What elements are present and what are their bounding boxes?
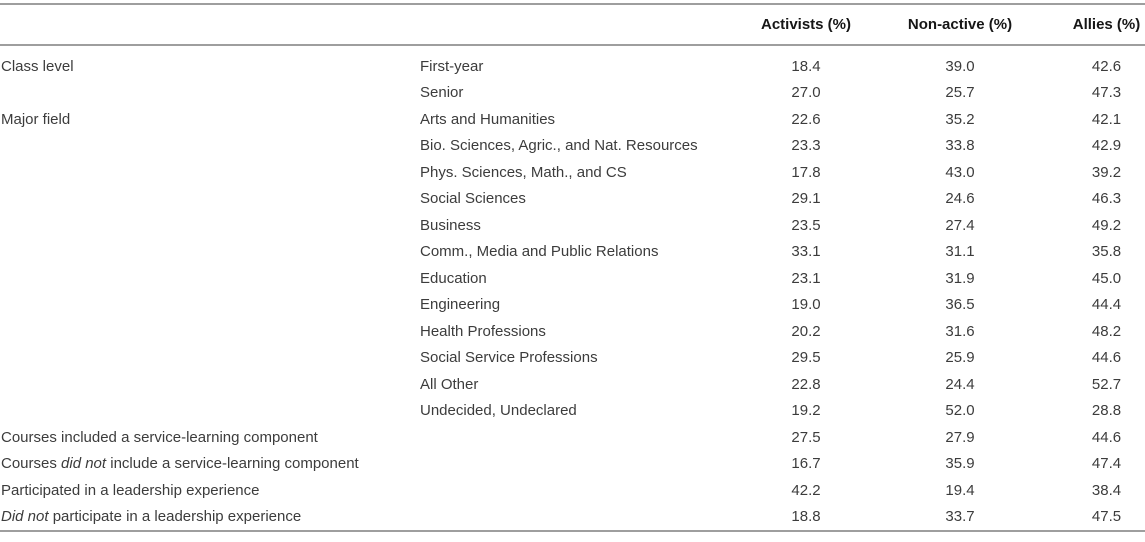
text-segment: Courses included a service-learning component xyxy=(1,428,318,446)
text-segment: Health Professions xyxy=(420,322,546,340)
column-header-allies: Allies (%) xyxy=(1072,16,1141,33)
table-row xyxy=(0,451,1145,478)
row-group-label xyxy=(0,482,420,499)
value-allies: 44.6 xyxy=(1091,349,1122,367)
value-nonactive: 31.9 xyxy=(945,269,975,287)
text-segment: include a service-learning component xyxy=(106,455,359,473)
row-group-label xyxy=(0,508,420,525)
table-row xyxy=(0,424,1145,451)
text-segment: All Other xyxy=(420,375,479,393)
table-bottom-rule xyxy=(0,530,1145,532)
value-activists: 18.8 xyxy=(791,508,821,526)
table-row xyxy=(0,212,1145,239)
table-row xyxy=(0,186,1145,213)
value-activists: 23.1 xyxy=(791,269,821,287)
table-row xyxy=(0,504,1145,531)
text-segment: First-year xyxy=(420,57,484,75)
value-nonactive: 19.4 xyxy=(945,481,975,499)
column-header-activists: Activists (%) xyxy=(760,16,852,33)
table-row xyxy=(0,159,1145,186)
row-subcategory-label xyxy=(420,217,726,234)
value-activists: 22.6 xyxy=(791,110,821,128)
row-subcategory-label xyxy=(420,349,726,366)
value-nonactive: 25.7 xyxy=(945,84,975,102)
value-nonactive: 27.9 xyxy=(945,428,975,446)
row-subcategory-label xyxy=(420,137,726,154)
text-segment: Comm., Media and Public Relations xyxy=(420,243,659,261)
value-activists: 19.0 xyxy=(791,296,821,314)
text-segment: Phys. Sciences, Math., and CS xyxy=(420,163,627,181)
text-segment: Education xyxy=(420,269,487,287)
value-activists: 29.5 xyxy=(791,349,821,367)
text-segment: Social Service Professions xyxy=(420,349,598,367)
value-allies: 47.5 xyxy=(1091,508,1122,526)
row-group-label xyxy=(0,429,420,446)
value-activists: 23.5 xyxy=(791,216,821,234)
text-segment: Business xyxy=(420,216,481,234)
text-segment: Participated in a leadership experience xyxy=(1,481,260,499)
table-body xyxy=(0,46,1145,530)
value-activists: 22.8 xyxy=(791,375,821,393)
italic-text-segment: Did not xyxy=(1,508,49,526)
value-activists: 27.0 xyxy=(791,84,821,102)
table-row xyxy=(0,133,1145,160)
row-subcategory-label xyxy=(420,111,726,128)
text-segment: Social Sciences xyxy=(420,190,526,208)
text-segment: participate in a leadership experience xyxy=(48,508,302,526)
value-allies: 44.6 xyxy=(1091,428,1122,446)
table-row xyxy=(0,371,1145,398)
value-activists: 20.2 xyxy=(791,322,821,340)
text-segment: Senior xyxy=(420,84,464,102)
column-header-nonactive: Non-active (%) xyxy=(907,16,1013,33)
text-segment: Major field xyxy=(1,110,71,128)
value-nonactive: 36.5 xyxy=(945,296,975,314)
value-activists: 17.8 xyxy=(791,163,821,181)
row-subcategory-label xyxy=(420,58,726,75)
value-allies: 42.6 xyxy=(1091,57,1122,75)
row-subcategory-label xyxy=(420,190,726,207)
value-allies: 49.2 xyxy=(1091,216,1122,234)
table-row xyxy=(0,80,1145,107)
value-allies: 44.4 xyxy=(1091,296,1122,314)
italic-text-segment: did not xyxy=(61,455,107,473)
value-activists: 33.1 xyxy=(791,243,821,261)
value-allies: 52.7 xyxy=(1091,375,1122,393)
value-allies: 35.8 xyxy=(1091,243,1122,261)
row-group-label xyxy=(0,58,420,75)
table-header-row xyxy=(0,5,1145,44)
row-subcategory-label xyxy=(420,323,726,340)
row-group-label xyxy=(0,455,420,472)
table-row xyxy=(0,477,1145,504)
row-subcategory-label xyxy=(420,84,726,101)
value-nonactive: 33.8 xyxy=(945,137,975,155)
table-row xyxy=(0,292,1145,319)
value-allies: 45.0 xyxy=(1091,269,1122,287)
value-allies: 47.3 xyxy=(1091,84,1122,102)
table-row xyxy=(0,318,1145,345)
value-allies: 48.2 xyxy=(1091,322,1122,340)
text-segment: Class level xyxy=(1,57,74,75)
text-segment: Undecided, Undeclared xyxy=(420,402,577,420)
value-nonactive: 27.4 xyxy=(945,216,975,234)
row-subcategory-label xyxy=(420,164,726,181)
value-nonactive: 31.6 xyxy=(945,322,975,340)
value-allies: 47.4 xyxy=(1091,455,1122,473)
value-activists: 29.1 xyxy=(791,190,821,208)
row-subcategory-label xyxy=(420,376,726,393)
value-allies: 46.3 xyxy=(1091,190,1122,208)
value-allies: 28.8 xyxy=(1091,402,1122,420)
value-allies: 39.2 xyxy=(1091,163,1122,181)
row-subcategory-label xyxy=(420,296,726,313)
text-segment: Engineering xyxy=(420,296,501,314)
value-nonactive: 33.7 xyxy=(945,508,975,526)
value-activists: 27.5 xyxy=(791,428,821,446)
value-allies: 42.9 xyxy=(1091,137,1122,155)
value-nonactive: 39.0 xyxy=(945,57,975,75)
table-row xyxy=(0,265,1145,292)
value-nonactive: 35.9 xyxy=(945,455,975,473)
value-allies: 42.1 xyxy=(1091,110,1122,128)
value-nonactive: 31.1 xyxy=(945,243,975,261)
table-row xyxy=(0,345,1145,372)
value-activists: 18.4 xyxy=(791,57,821,75)
row-subcategory-label xyxy=(420,243,726,260)
value-nonactive: 35.2 xyxy=(945,110,975,128)
value-nonactive: 25.9 xyxy=(945,349,975,367)
row-group-label xyxy=(0,111,420,128)
text-segment: Arts and Humanities xyxy=(420,110,556,128)
text-segment: Bio. Sciences, Agric., and Nat. Resources xyxy=(420,137,698,155)
value-activists: 23.3 xyxy=(791,137,821,155)
table-row xyxy=(0,239,1145,266)
value-nonactive: 52.0 xyxy=(945,402,975,420)
row-subcategory-label xyxy=(420,402,726,419)
value-allies: 38.4 xyxy=(1091,481,1122,499)
text-segment: Courses xyxy=(1,455,62,473)
value-activists: 16.7 xyxy=(791,455,821,473)
value-nonactive: 43.0 xyxy=(945,163,975,181)
value-nonactive: 24.6 xyxy=(945,190,975,208)
row-subcategory-label xyxy=(420,270,726,287)
value-activists: 42.2 xyxy=(791,481,821,499)
value-activists: 19.2 xyxy=(791,402,821,420)
table-row xyxy=(0,53,1145,80)
table-row xyxy=(0,106,1145,133)
table-row xyxy=(0,398,1145,425)
value-nonactive: 24.4 xyxy=(945,375,975,393)
